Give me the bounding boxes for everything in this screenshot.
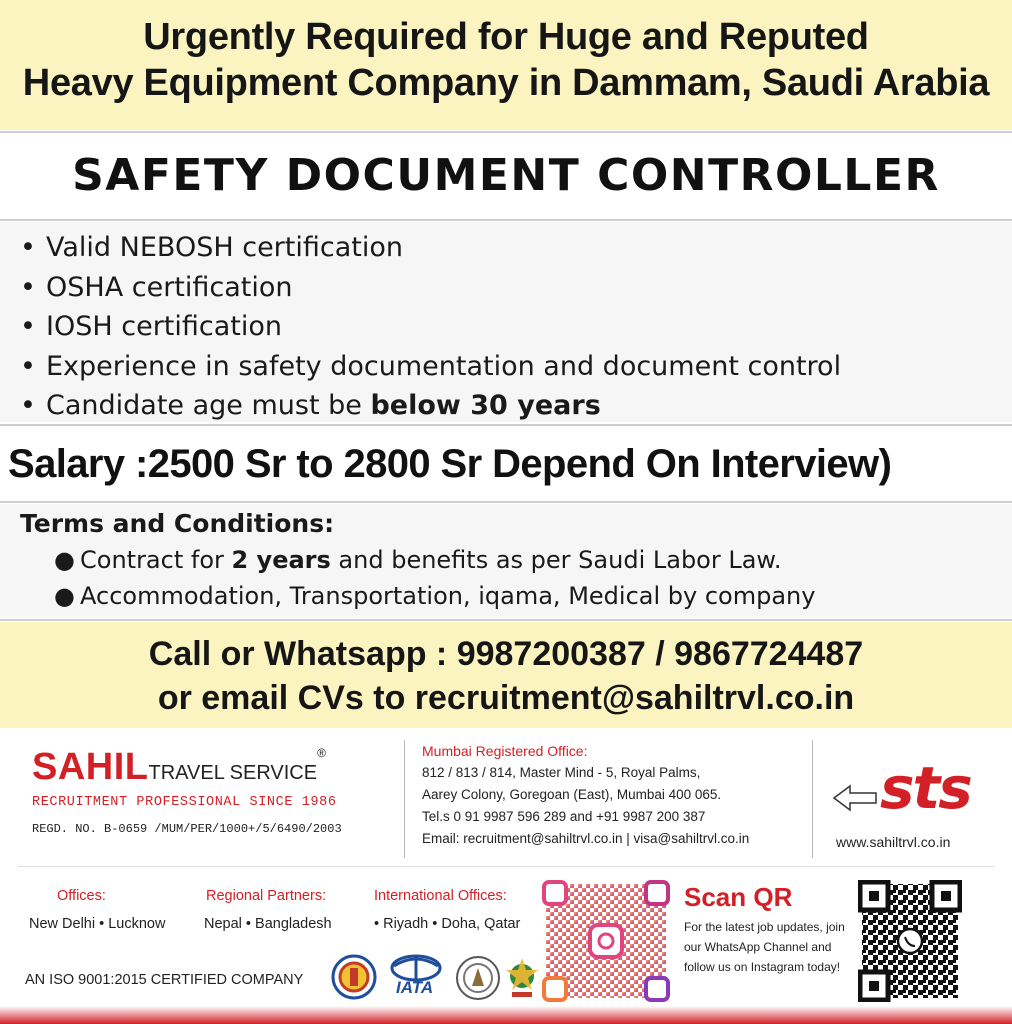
office-address-line: Aarey Colony, Goregoan (East), Mumbai 400 065. [422, 787, 722, 802]
requirement-item: • Experience in safety documentation and document control [20, 350, 842, 382]
company-tagline: RECRUITMENT PROFESSIONAL SINCE 1986 [32, 795, 337, 810]
terms-section [0, 504, 1012, 618]
requirement-item: • Valid NEBOSH certification [20, 232, 403, 263]
requirement-item: • OSHA certification [20, 271, 293, 303]
headline-line-2: Heavy Equipment Company in Dammam, Saudi Arabia [22, 62, 990, 104]
international-title: International Offices: [374, 888, 507, 904]
whatsapp-qr-code [858, 880, 962, 1002]
requirements-list [20, 228, 1012, 426]
divider [0, 131, 1012, 133]
divider [0, 424, 1012, 426]
divider [0, 619, 1012, 621]
government-emblem-2 [454, 954, 502, 1002]
divider [0, 219, 1012, 221]
scan-qr-description: For the latest job updates, join our WhatsApp Channel and follow us on Instagram today! [684, 920, 845, 974]
international-column [374, 888, 520, 932]
international-value: • Riyadh • Doha, Qatar [374, 916, 521, 932]
salary-line: Salary :2500 Sr to 2800 Sr Depend On Interview) [0, 428, 1012, 500]
iso-certification: AN ISO 9001:2015 CERTIFIED COMPANY [25, 972, 304, 988]
sts-logo-text: sts [880, 754, 971, 822]
brand-subtitle: TRAVEL SERVICE [148, 762, 318, 784]
offices-value: New Delhi • Lucknow [29, 916, 166, 932]
offices-title: Offices: [57, 888, 106, 904]
sts-logo [832, 754, 982, 835]
requirement-item: • IOSH certification [20, 311, 282, 342]
office-email-line: Email: recruitment@sahiltrvl.co.in | visa@sahiltrvl.co.in [422, 831, 750, 846]
office-phone-line: Tel.s 0 91 9987 596 289 and +91 9987 200 387 [422, 809, 706, 824]
terms-item: ● Contract for 2 years and benefits as per Saudi Labor Law. [54, 546, 782, 574]
horizontal-divider [18, 866, 994, 867]
company-brand [32, 746, 326, 789]
company-footer [0, 730, 1012, 1024]
headline-banner [0, 0, 1012, 130]
registered-office [422, 740, 749, 850]
footer-red-bar [0, 1006, 1012, 1024]
requirements-section [0, 222, 1012, 422]
government-emblem-3 [502, 954, 542, 1002]
partners-title: Regional Partners: [206, 888, 327, 904]
partners-value: Nepal • Bangladesh [204, 916, 332, 932]
age-limit: below 30 years [370, 390, 601, 421]
registered-mark: ® [317, 746, 326, 760]
government-emblem-1 [330, 950, 378, 1002]
iata-logo [388, 950, 444, 997]
partners-column [206, 888, 332, 932]
vertical-divider [404, 740, 405, 858]
offices-column [29, 888, 166, 932]
contact-email-line: or email CVs to recruitment@sahiltrvl.co.in [157, 679, 855, 717]
registration-number: REGD. NO. B-0659 /MUM/PER/1000+/5/6490/2003 [32, 822, 342, 836]
terms-title: Terms and Conditions: [20, 509, 335, 538]
website-link[interactable]: www.sahiltrvl.co.in [836, 834, 951, 850]
office-title: Mumbai Registered Office: [422, 743, 588, 759]
office-address-line: 812 / 813 / 814, Master Mind - 5, Royal Palms, [422, 765, 701, 780]
brand-name: SAHIL [32, 746, 149, 788]
terms-item: ● Accommodation, Transportation, iqama, Medical by company [54, 582, 816, 610]
headline-line-1: Urgently Required for Huge and Reputed [143, 16, 869, 58]
job-title: SAFETY DOCUMENT CONTROLLER [72, 150, 940, 201]
iata-text: IATA [396, 978, 434, 997]
scan-qr-title: Scan QR [684, 882, 793, 912]
divider [0, 501, 1012, 503]
instagram-qr-code [542, 880, 670, 1002]
contact-phone-line: Call or Whatsapp : 9987200387 / 9867724487 [148, 635, 864, 673]
vertical-divider [812, 740, 813, 858]
requirement-item-age: • Candidate age must be below 30 years [20, 390, 601, 421]
scan-qr-info [684, 882, 859, 977]
contact-banner [0, 622, 1012, 728]
